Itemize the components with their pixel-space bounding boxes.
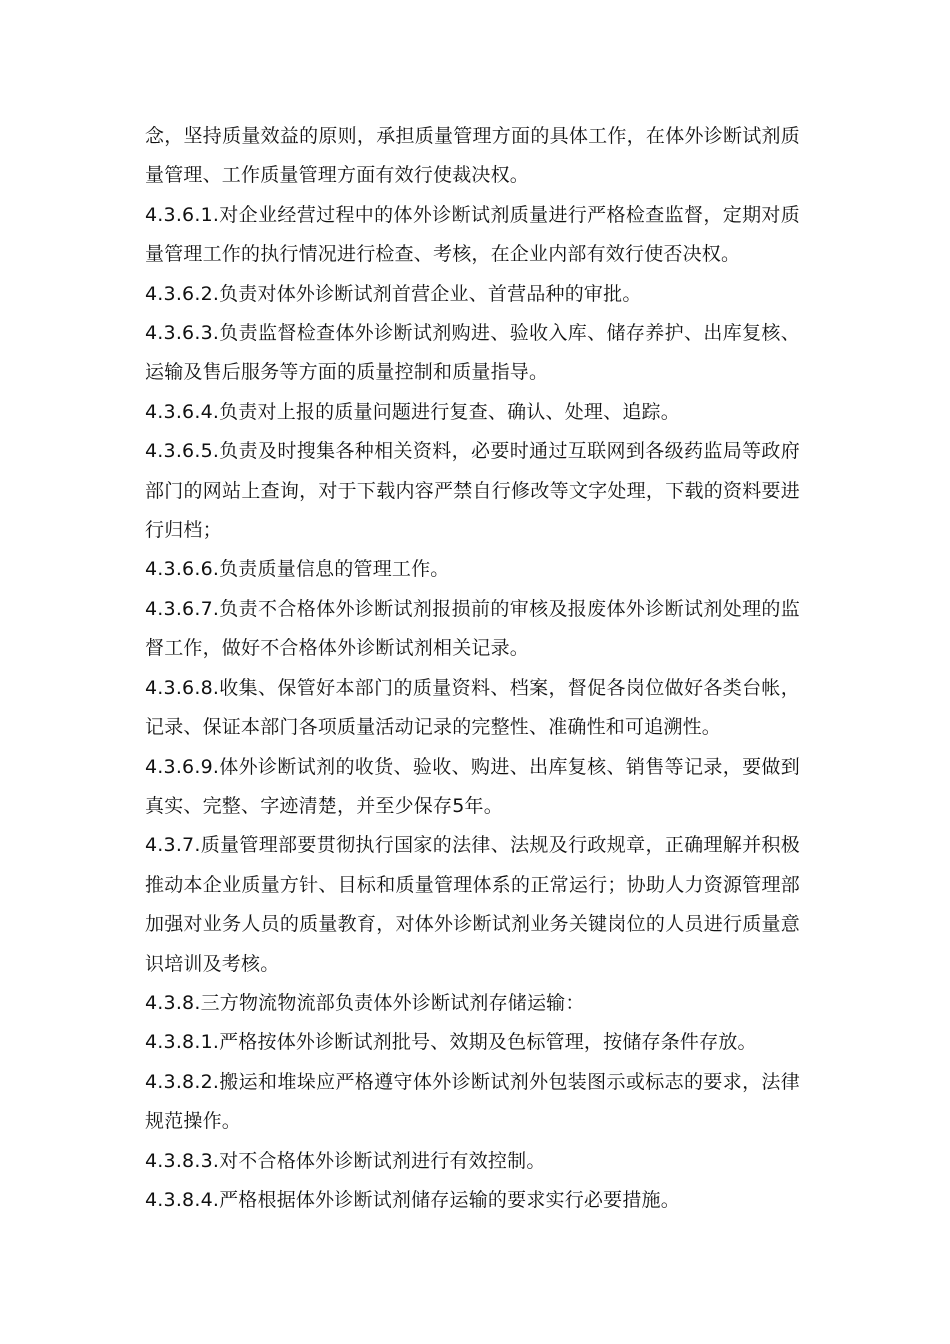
paragraph-4-3-8-4: 4.3.8.4.严格根据体外诊断试剂储存运输的要求实行必要措施。 [145,1188,680,1211]
paragraph-4-3-7: 4.3.7.质量管理部要贯彻执行国家的法律、法规及行政规章，正确理解并积极推动本企业质量方针、目标和质量管理体系的正常运行；协助人力资源管理部加强对业务人员的质量教育，对体外诊断试剂业务关键岗位的人员进行质量意识培训及考核。 [145,834,800,975]
paragraph-4-3-6-2: 4.3.6.2.负责对体外诊断试剂首营企业、首营品种的审批。 [145,282,642,305]
paragraph-4-3-8: 4.3.8.三方物流物流部负责体外诊断试剂存储运输： [145,991,585,1014]
paragraph-4-3-6-9: 4.3.6.9.体外诊断试剂的收货、验收、购进、出库复核、销售等记录，要做到真实、完整、字迹清楚，并至少保存5年。 [145,755,800,817]
paragraph-4-3-6-8: 4.3.6.8.收集、保管好本部门的质量资料、档案，督促各岗位做好各类台帐，记录、保证本部门各项质量活动记录的完整性、准确性和可追溯性。 [145,676,800,739]
paragraph-4-3-8-1: 4.3.8.1.严格按体外诊断试剂批号、效期及色标管理，按储存条件存放。 [145,1031,757,1054]
document-page [145,117,800,1220]
paragraph-4-3-6-4: 4.3.6.4.负责对上报的质量问题进行复查、确认、处理、追踪。 [145,400,680,423]
paragraph-4-3-6-6: 4.3.6.6.负责质量信息的管理工作。 [145,558,450,581]
paragraph-4-3-6-7: 4.3.6.7.负责不合格体外诊断试剂报损前的审核及报废体外诊断试剂处理的监督工作，做好不合格体外诊断试剂相关记录。 [145,597,800,660]
paragraph-4-3-8-3: 4.3.8.3.对不合格体外诊断试剂进行有效控制。 [145,1149,546,1172]
paragraph-4-3-6-5: 4.3.6.5.负责及时搜集各种相关资料，必要时通过互联网到各级药监局等政府部门的网站上查询，对于下载内容严禁自行修改等文字处理，下载的资料要进行归档； [145,440,800,542]
paragraph-continuation: 念，坚持质量效益的原则，承担质量管理方面的具体工作，在体外诊断试剂质量管理、工作质量管理方面有效行使裁决权。 [145,125,800,187]
paragraph-4-3-6-1: 4.3.6.1.对企业经营过程中的体外诊断试剂质量进行严格检查监督，定期对质量管理工作的执行情况进行检查、考核，在企业内部有效行使否决权。 [145,203,800,266]
paragraph-4-3-6-3: 4.3.6.3.负责监督检查体外诊断试剂购进、验收入库、储存养护、出库复核、运输及售后服务等方面的质量控制和质量指导。 [145,322,800,384]
paragraph-4-3-8-2: 4.3.8.2.搬运和堆垛应严格遵守体外诊断试剂外包装图示或标志的要求，法律规范操作。 [145,1070,800,1133]
